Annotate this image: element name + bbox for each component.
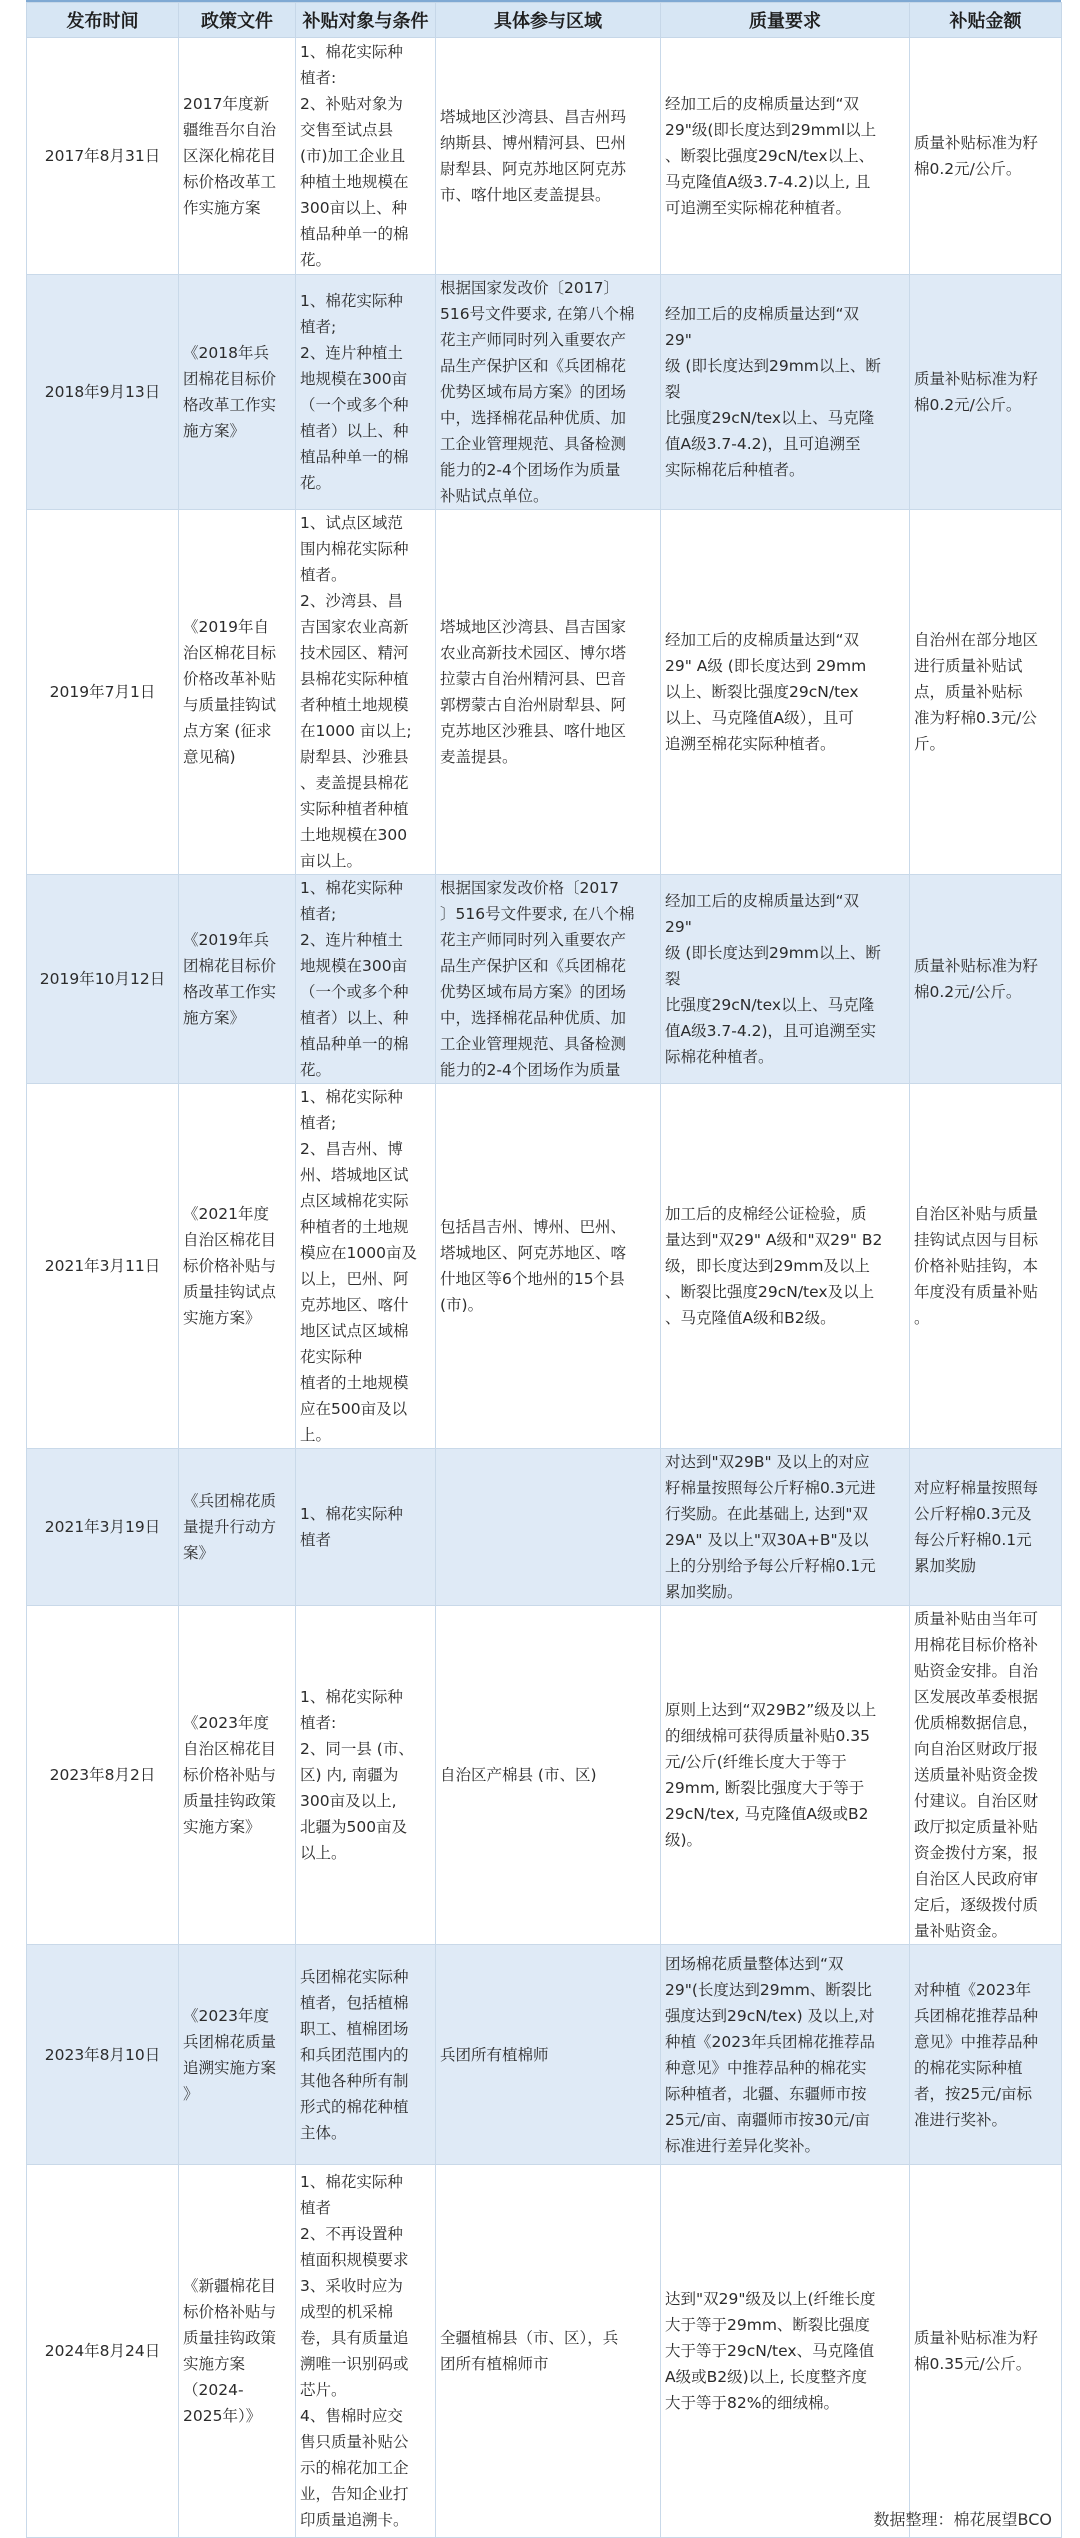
- table-row: [27, 510, 1062, 875]
- cell-document: 《2019年兵 团棉花目标价 格改革工作实 施方案》: [179, 875, 296, 1084]
- cell-regions: [436, 1449, 661, 1606]
- cell-quality: 经加工后的皮棉质量达到“双 29" 级 (即长度达到29mm以上、断 裂 比强度29cN/tex以上、马克隆 值A级3.7-4.2)，且可追溯至实 际棉花种植者。: [661, 875, 910, 1084]
- cell-quality: 经加工后的皮棉质量达到“双 29" 级 (即长度达到29mm以上、断 裂 比强度29cN/tex以上、马克隆 值A级3.7-4.2)，且可追溯至 实际棉花后种植者。: [661, 275, 910, 510]
- cell-conditions: 1、试点区域范 围内棉花实际种 植者。 2、沙湾县、昌 吉国家农业高新 技术园区、精河 县棉花实际种植 者种植土地规模 在1000 亩以上; 尉犁县、沙雅县 、麦盖提县棉花 实际种植者种植 土地规模在300 亩以上。: [296, 510, 436, 875]
- cell-date: 2019年7月1日: [27, 510, 179, 875]
- header-row: [27, 3, 1062, 38]
- cell-quality: 对达到"双29B" 及以上的对应 籽棉量按照每公斤籽棉0.3元进 行奖励。在此基础上, 达到"双 29A" 及以上"双30A+B"及以 上的分别给予每公斤籽棉0.1元 累加奖励。: [661, 1449, 910, 1606]
- cell-regions: 根据国家发改价格〔2017 〕516号文件要求, 在八个棉 花主产师同时列入重要农产 品生产保护区和《兵团棉花 优势区域布局方案》的团场 中，选择棉花品种优质、加 工企业管理规范、具备检测 能力的2-4个团场作为质量: [436, 875, 661, 1084]
- cell-conditions: 1、棉花实际种 植者: 2、补贴对象为 交售至试点县 (市)加工企业且 种植土地规模在 300亩以上、种 植品种单一的棉 花。: [296, 38, 436, 275]
- cell-date: 2019年10月12日: [27, 875, 179, 1084]
- cell-conditions: 1、棉花实际种 植者: [296, 1449, 436, 1606]
- cell-quality: 加工后的皮棉经公证检验，质 量达到"双29" A级和"双29" B2 级，即长度达到29mm及以上 、断裂比强度29cN/tex及以上 、马克隆值A级和B2级。: [661, 1084, 910, 1449]
- table-row: [27, 2165, 1062, 2538]
- header-regions: 具体参与区域: [436, 3, 661, 38]
- cell-date: 2024年8月24日: [27, 2165, 179, 2538]
- cell-document: 2017年度新 疆维吾尔自治 区深化棉花目 标价格改革工 作实施方案: [179, 38, 296, 275]
- table-row: [27, 1449, 1062, 1606]
- cell-date: 2017年8月31日: [27, 38, 179, 275]
- cell-conditions: 1、棉花实际种 植者: 2、同一县 (市、 区) 内, 南疆为 300亩及以上, 北疆为500亩及 以上。: [296, 1606, 436, 1945]
- table-row: [27, 38, 1062, 275]
- cell-document: 《2019年自 治区棉花目标 价格改革补贴 与质量挂钩试 点方案 (征求 意见稿): [179, 510, 296, 875]
- cell-regions: 塔城地区沙湾县、昌吉州玛 纳斯县、博州精河县、巴州 尉犁县、阿克苏地区阿克苏 市、喀什地区麦盖提县。: [436, 38, 661, 275]
- cell-amount: 质量补贴标准为籽 棉0.2元/公斤。: [910, 875, 1062, 1084]
- cell-document: 《兵团棉花质 量提升行动方 案》: [179, 1449, 296, 1606]
- table-row: [27, 275, 1062, 510]
- cell-document: 《2021年度 自治区棉花目 标价格补贴与 质量挂钩试点 实施方案》: [179, 1084, 296, 1449]
- header-amount: 补贴金额: [910, 3, 1062, 38]
- cell-date: 2018年9月13日: [27, 275, 179, 510]
- cell-regions: 塔城地区沙湾县、昌吉国家 农业高新技术园区、博尔塔 拉蒙古自治州精河县、巴音 郭楞蒙古自治州尉犁县、阿 克苏地区沙雅县、喀什地区 麦盖提县。: [436, 510, 661, 875]
- cell-document: 《2023年度 自治区棉花目 标价格补贴与 质量挂钩政策 实施方案》: [179, 1606, 296, 1945]
- cell-amount: 对应籽棉量按照每 公斤籽棉0.3元及 每公斤籽棉0.1元 累加奖励: [910, 1449, 1062, 1606]
- cell-regions: 包括昌吉州、博州、巴州、 塔城地区、阿克苏地区、喀 什地区等6个地州的15个县 (市)。: [436, 1084, 661, 1449]
- cell-amount: 质量补贴标准为籽 棉0.2元/公斤。: [910, 275, 1062, 510]
- cell-document: 《新疆棉花目 标价格补贴与 质量挂钩政策 实施方案 （2024- 2025年）》: [179, 2165, 296, 2538]
- cell-quality: 达到"双29"级及以上(纤维长度 大于等于29mm、断裂比强度 大于等于29cN/tex、马克隆值 A级或B2级)以上, 长度整齐度 大于等于82%的细绒棉。: [661, 2165, 910, 2538]
- cell-conditions: 1、棉花实际种 植者; 2、昌吉州、博 州、塔城地区试 点区域棉花实际 种植者的土地规 模应在1000亩及 以上，巴州、阿 克苏地区、喀什 地区试点区域棉 花实际种 植者的土地规模 应在500亩及以 上。: [296, 1084, 436, 1449]
- cell-quality: 经加工后的皮棉质量达到“双 29"级(即长度达到29mml以上 、断裂比强度29cN/tex以上、 马克隆值A级3.7-4.2)以上, 且 可追溯至实际棉花种植者。: [661, 38, 910, 275]
- cell-quality: 经加工后的皮棉质量达到“双 29" A级 (即长度达到 29mm 以上、断裂比强度29cN/tex 以上、马克隆值A级），且可 追溯至棉花实际种植者。: [661, 510, 910, 875]
- header-conditions: 补贴对象与条件: [296, 3, 436, 38]
- data-source-note: 数据整理：棉花展望BCO: [873, 2510, 1052, 2529]
- header-quality: 质量要求: [661, 3, 910, 38]
- cell-conditions: 1、棉花实际种 植者; 2、连片种植土 地规模在300亩 （一个或多个种 植者）以上、种 植品种单一的棉 花。: [296, 875, 436, 1084]
- cell-regions: 兵团所有植棉师: [436, 1945, 661, 2165]
- header-date: 发布时间: [27, 3, 179, 38]
- cell-regions: 全疆植棉县（市、区），兵 团所有植棉师市: [436, 2165, 661, 2538]
- cell-quality: 原则上达到“双29B2”级及以上 的细绒棉可获得质量补贴0.35 元/公斤(纤维长度大于等于 29mm, 断裂比强度大于等于 29cN/tex, 马克隆值A级或B2 级)。: [661, 1606, 910, 1945]
- cell-document: 《2018年兵 团棉花目标价 格改革工作实 施方案》: [179, 275, 296, 510]
- table-body: [27, 38, 1062, 2538]
- cell-amount: 质量补贴标准为籽 棉0.35元/公斤。: [910, 2165, 1062, 2538]
- cell-conditions: 1、棉花实际种 植者; 2、连片种植土 地规模在300亩 （一个或多个种 植者）以上、种 植品种单一的棉 花。: [296, 275, 436, 510]
- cell-regions: 根据国家发改价〔2017〕 516号文件要求, 在第八个棉 花主产师同时列入重要农产 品生产保护区和《兵团棉花 优势区域布局方案》的团场 中，选择棉花品种优质、加 工企业管理规范、具备检测 能力的2-4个团场作为质量 补贴试点单位。: [436, 275, 661, 510]
- cell-conditions: 1、棉花实际种 植者 2、不再设置种 植面积规模要求 3、采收时应为 成型的机采棉 卷，具有质量追 溯唯一识别码或 芯片。 4、售棉时应交 售只质量补贴公 示的棉花加工企 业，告知企业打 印质量追溯卡。: [296, 2165, 436, 2538]
- cell-date: 2021年3月19日: [27, 1449, 179, 1606]
- cell-document: 《2023年度 兵团棉花质量 追溯实施方案 》: [179, 1945, 296, 2165]
- cell-conditions: 兵团棉花实际种 植者，包括植棉 职工、植棉团场 和兵团范围内的 其他各种所有制 形式的棉花种植 主体。: [296, 1945, 436, 2165]
- cell-regions: 自治区产棉县 (市、区): [436, 1606, 661, 1945]
- cell-amount: 对种植《2023年 兵团棉花推荐品种 意见》中推荐品种 的棉花实际种植 者，按25元/亩标 准进行奖补。: [910, 1945, 1062, 2165]
- cell-date: 2023年8月2日: [27, 1606, 179, 1945]
- table-row: [27, 875, 1062, 1084]
- cell-quality: 团场棉花质量整体达到“双 29"(长度达到29mm、断裂比 强度达到29cN/tex) 及以上,对 种植《2023年兵团棉花推荐品 种意见》中推荐品种的棉花实 际种植者，北疆、东疆师市按 25元/亩、南疆师市按30元/亩 标准进行差异化奖补。: [661, 1945, 910, 2165]
- cell-date: 2023年8月10日: [27, 1945, 179, 2165]
- header-document: 政策文件: [179, 3, 296, 38]
- cell-amount: 质量补贴标准为籽 棉0.2元/公斤。: [910, 38, 1062, 275]
- cell-amount: 自治区补贴与质量 挂钩试点因与目标 价格补贴挂钩，本 年度没有质量补贴 。: [910, 1084, 1062, 1449]
- cell-date: 2021年3月11日: [27, 1084, 179, 1449]
- table-row: [27, 1084, 1062, 1449]
- table-row: [27, 1945, 1062, 2165]
- cell-amount: 自治州在部分地区 进行质量补贴试 点，质量补贴标 准为籽棉0.3元/公 斤。: [910, 510, 1062, 875]
- table-row: [27, 1606, 1062, 1945]
- cell-amount: 质量补贴由当年可 用棉花目标价格补 贴资金安排。自治 区发展改革委根据 优质棉数据信息， 向自治区财政厅报 送质量补贴资金拨 付建议。自治区财 政厅拟定质量补贴 资金拨付方案，报 自治区人民政府审 定后，逐级拨付质 量补贴资金。: [910, 1606, 1062, 1945]
- cotton-subsidy-policy-table: [26, 2, 1062, 2538]
